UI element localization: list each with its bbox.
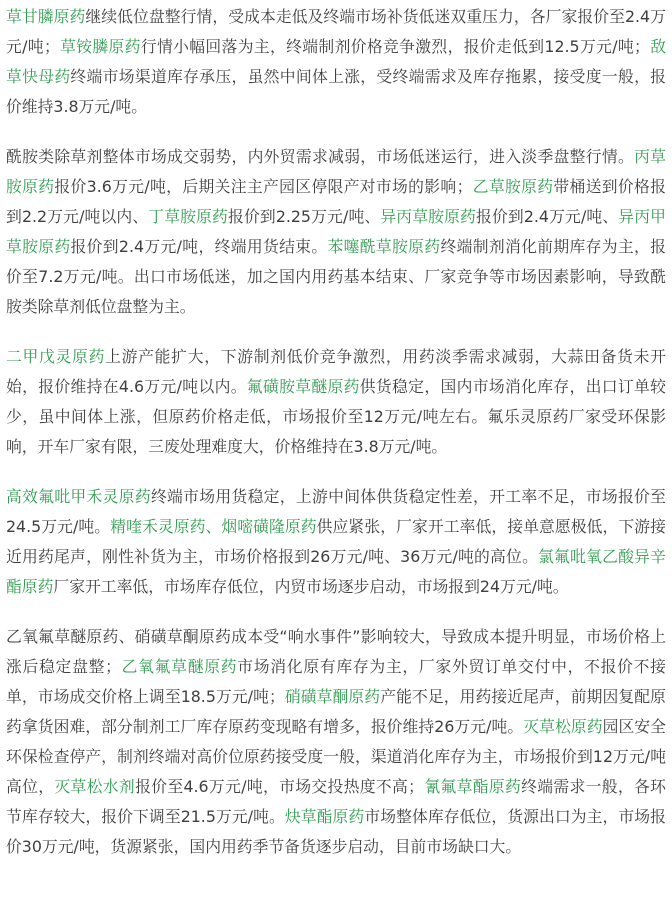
text-segment: 终端市场用货稳定，上游中间体供货稳定性差，开工率不足，市场报价至24.5万元/吨。 bbox=[6, 487, 666, 536]
text-segment: 供货稳定，国内市场消化库存，出口订单较少，虽中间体上涨，但原药价格走低，市场报价至12万元/吨左右。氟乐灵原药厂家受环保影响，开车厂家有限，三废处理难度大，价格维持在3.8万元/吨。 bbox=[6, 377, 666, 456]
product-highlight: 硝磺草酮原药 bbox=[284, 687, 381, 706]
text-segment: 带桶送到价格报到2.2万元/吨以内、 bbox=[6, 177, 666, 226]
text-segment: 产能不足，用药接近尾声，前期因复配原药拿货困难，部分制剂工厂库存原药变现略有增多，报价维持26万元/吨。 bbox=[6, 687, 666, 736]
article-body bbox=[0, 2, 672, 862]
paragraph bbox=[6, 342, 666, 462]
text-segment: 报价到2.4万元/吨，终端用货结束。 bbox=[70, 237, 328, 256]
text-segment: 市场消化原有库存为主，厂家外贸订单交付中，不报价不接单，市场成交价格上调至18.5万元/吨； bbox=[6, 657, 666, 706]
text-segment: 行情小幅回落为主，终端制剂价格竞争激烈，报价走低到12.5万元/吨； bbox=[140, 37, 650, 56]
text-segment: 园区安全环保检查停产，制剂终端对高价位原药接受度一般，渠道消化库存为主，市场报价到12万元/吨高位， bbox=[6, 717, 666, 796]
product-highlight: 灭草松水剂 bbox=[54, 777, 136, 796]
text-segment: 报价3.6万元/吨，后期关注主产园区停限产对市场的影响； bbox=[54, 177, 473, 196]
product-highlight: 异丙甲草胺原药 bbox=[6, 207, 666, 256]
paragraph bbox=[6, 2, 666, 122]
text-segment: 继续低位盘整行情，受成本走低及终端市场补货低迷双重压力，各厂家报价至2.4万元/吨； bbox=[6, 7, 666, 56]
text-segment: 酰胺类除草剂整体市场成交弱势，内外贸需求减弱，市场低迷运行，进入淡季盘整行情。 bbox=[6, 147, 635, 166]
text-segment: 终端市场渠道库存承压，虽然中间体上涨，受终端需求及库存拖累，接受度一般，报价维持3.8万元/吨。 bbox=[6, 67, 666, 116]
text-segment: 终端制剂消化前期库存为主，报价至7.2万元/吨。出口市场低迷，加之国内用药基本结束、厂家竞争等市场因素影响，导致酰胺类除草剂低位盘整为主。 bbox=[6, 237, 666, 316]
text-segment: 上游产能扩大，下游制剂低价竞争激烈，用药淡季需求减弱，大蒜田备货未开始，报价维持在4.6万元/吨以内。 bbox=[6, 347, 666, 396]
product-highlight: 草甘膦原药 bbox=[6, 7, 86, 26]
product-highlight: 氟磺胺草醚原药 bbox=[246, 377, 360, 396]
text-segment: 报价到2.4万元/吨、 bbox=[476, 207, 619, 226]
product-highlight: 炔草酯原药 bbox=[284, 807, 365, 826]
product-highlight: 苯噻酰草胺原药 bbox=[327, 237, 441, 256]
text-segment: 报价至4.6万元/吨，市场交投热度不高； bbox=[135, 777, 424, 796]
text-segment: 乙氧氟草醚原药、硝磺草酮原药成本受“响水事件”影响较大，导致成本提升明显，市场价格上涨后稳定盘整； bbox=[6, 627, 666, 676]
product-highlight: 精喹禾灵原药、烟嘧磺隆原药 bbox=[110, 517, 317, 536]
product-highlight: 氰氟草酯原药 bbox=[423, 777, 522, 796]
product-highlight: 丙草胺原药 bbox=[6, 147, 666, 196]
text-segment: 市场整体库存低位，货源出口为主，市场报价30万元/吨，货源紧张，国内用药季节备货逐步启动，目前市场缺口大。 bbox=[6, 807, 666, 856]
text-segment: 终端需求一般，各环节库存较大，报价下调至21.5万元/吨。 bbox=[6, 777, 666, 826]
product-highlight: 敌草快母药 bbox=[6, 37, 666, 86]
text-segment: 供应紧张，厂家开工率低，接单意愿极低，下游接近用药尾声，刚性补货为主，市场价格报到26万元/吨、36万元/吨的高位。 bbox=[6, 517, 666, 566]
text-segment: 报价到2.25万元/吨、 bbox=[228, 207, 381, 226]
product-highlight: 高效氟吡甲禾灵原药 bbox=[6, 487, 151, 506]
product-highlight: 异丙草胺原药 bbox=[380, 207, 476, 226]
paragraph bbox=[6, 142, 666, 322]
product-highlight: 乙草胺原药 bbox=[472, 177, 554, 196]
text-segment: 厂家开工率低，市场库存低位，内贸市场逐步启动，市场报到24万元/吨。 bbox=[53, 577, 569, 596]
product-highlight: 乙氧氟草醚原药 bbox=[120, 657, 238, 676]
product-highlight: 氯氟吡氧乙酸异辛酯原药 bbox=[6, 547, 666, 596]
product-highlight: 草铵膦原药 bbox=[59, 37, 141, 56]
paragraph bbox=[6, 622, 666, 862]
paragraph bbox=[6, 482, 666, 602]
product-highlight: 灭草松原药 bbox=[523, 717, 603, 736]
product-highlight: 二甲戊灵原药 bbox=[6, 347, 106, 366]
product-highlight: 丁草胺原药 bbox=[148, 207, 228, 226]
